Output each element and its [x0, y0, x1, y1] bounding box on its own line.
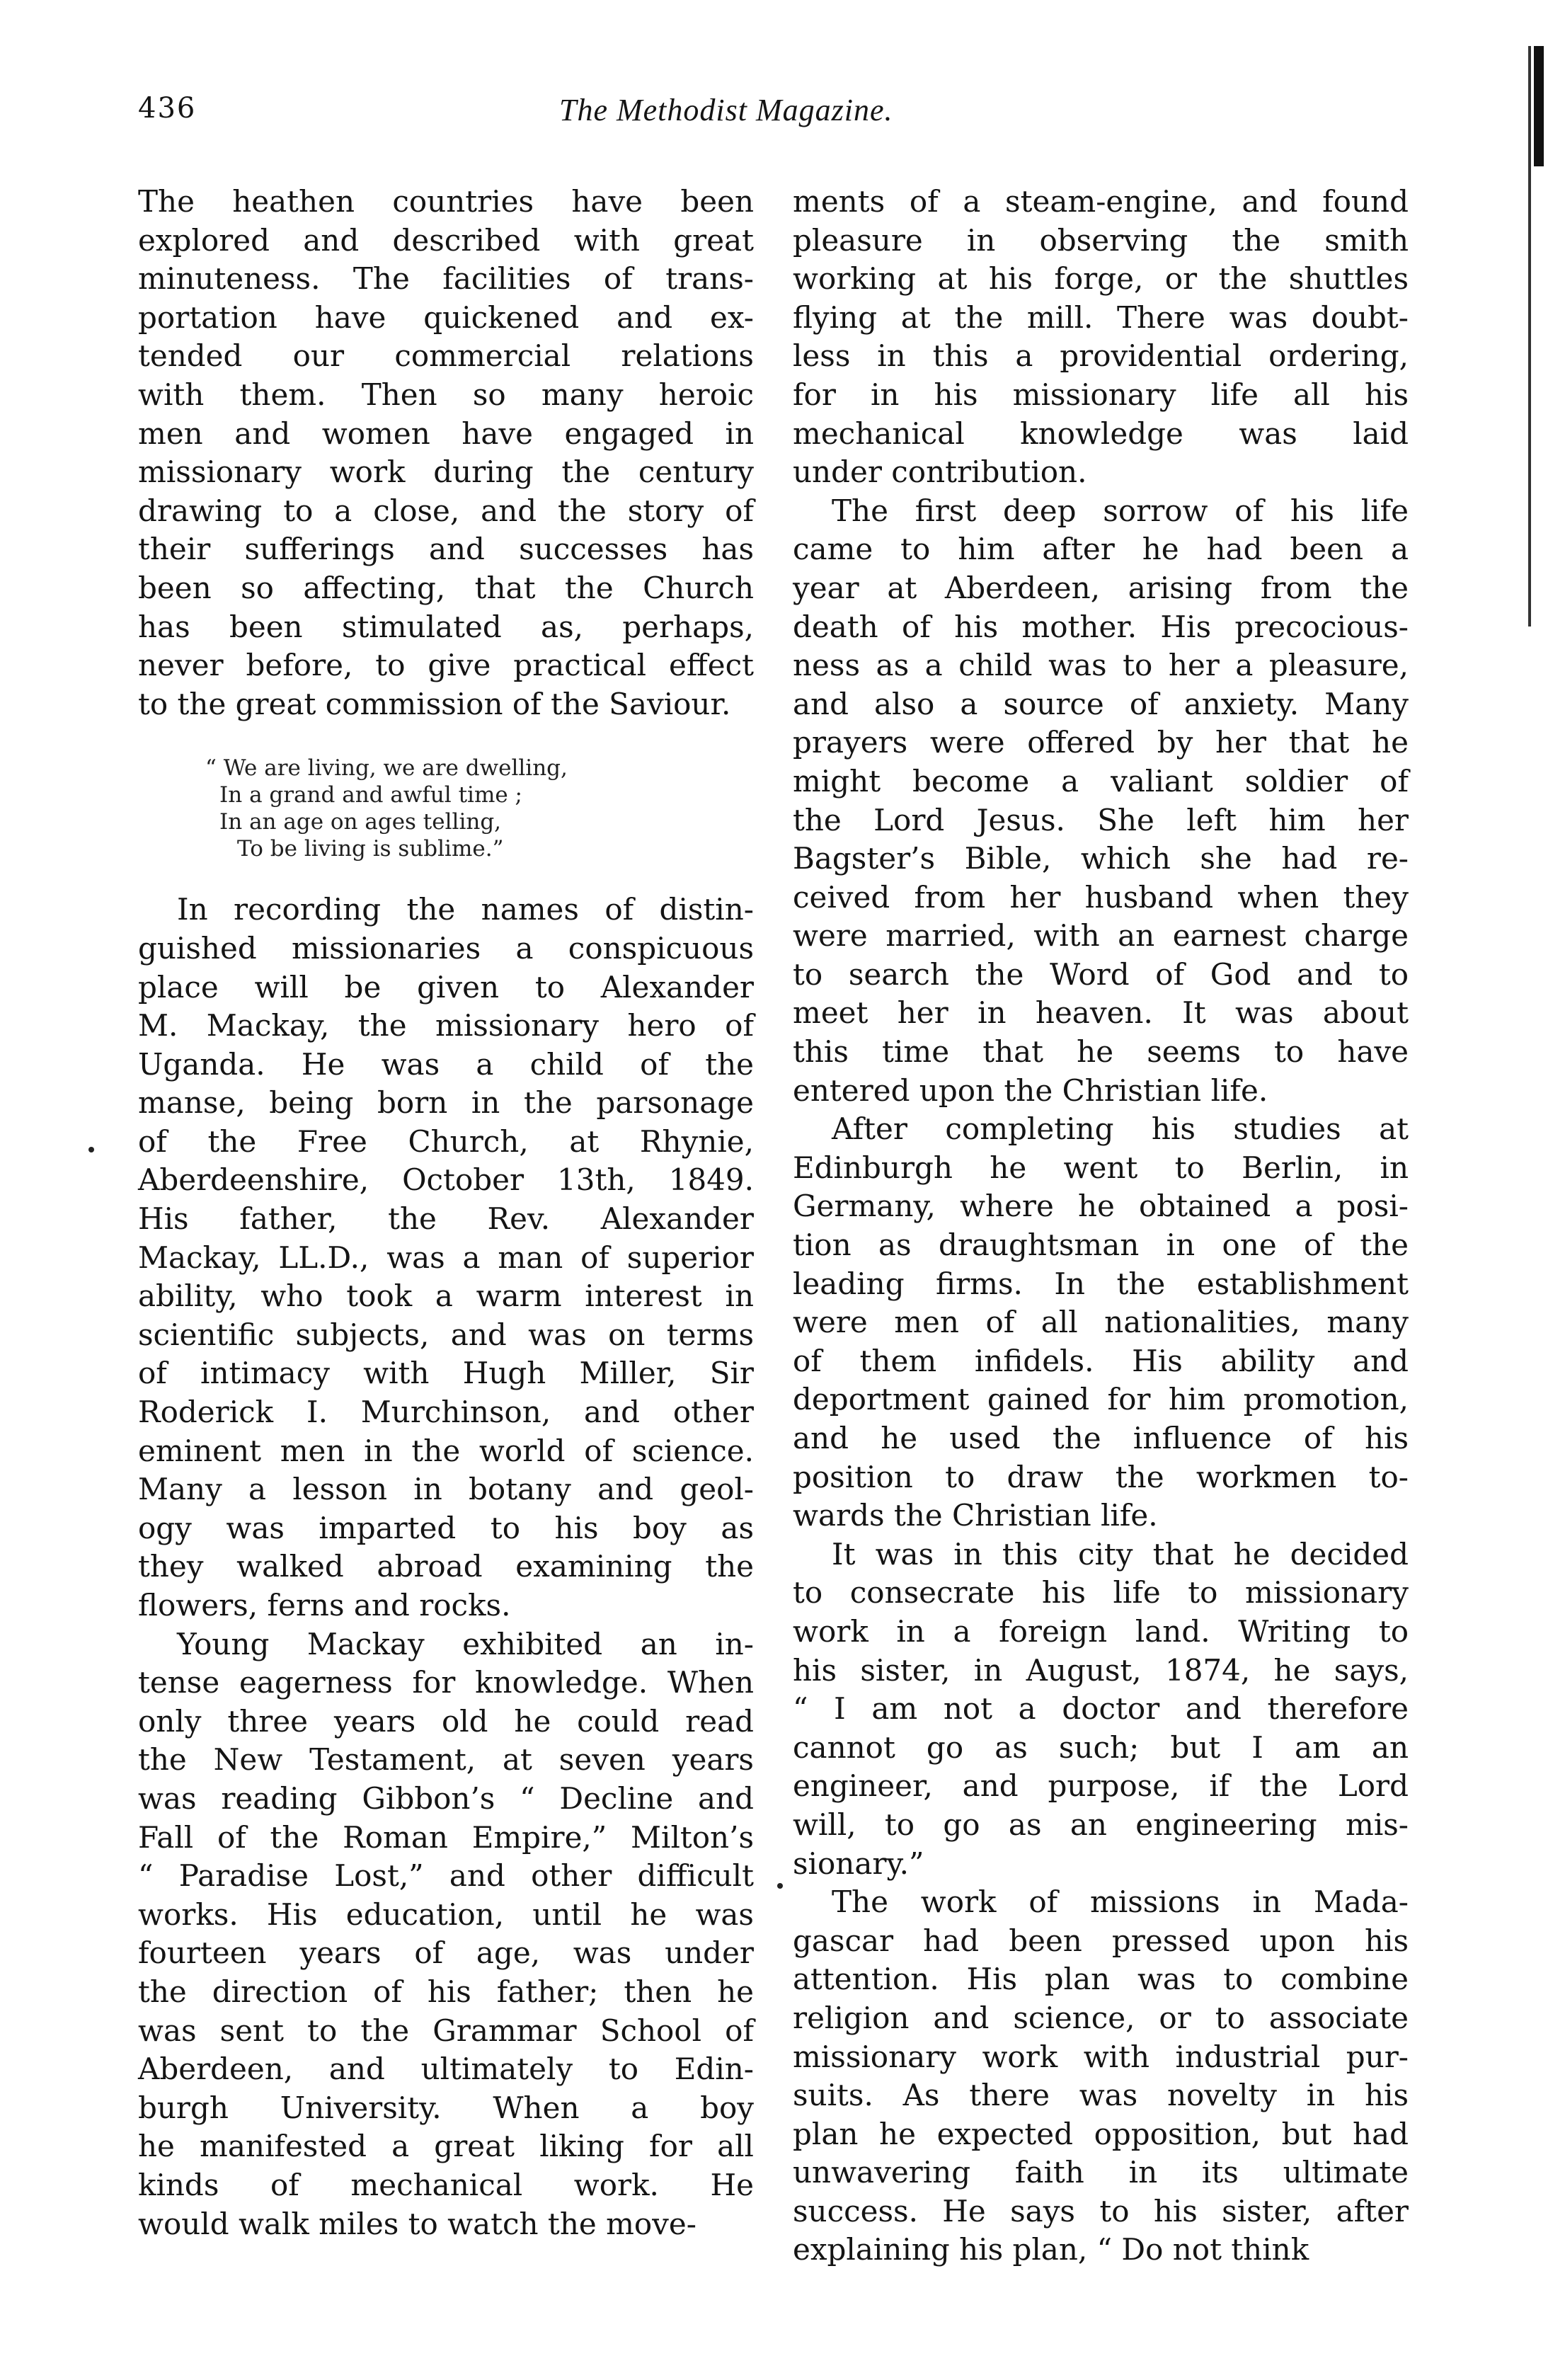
right-column [793, 183, 1409, 2270]
text-line: plan he expected opposition, but had [793, 2116, 1409, 2151]
text-line: under contribution. [793, 454, 1087, 490]
text-line: tion as draughtsman in one of the [793, 1228, 1409, 1263]
text-line: minuteness. The facilities of trans- [138, 261, 754, 297]
scan-edge-mark [1534, 46, 1544, 166]
text-line: less in this a providential ordering, [793, 338, 1409, 374]
text-line: has been stimulated as, perhaps, [138, 609, 754, 644]
text-line: tended our commercial relations [138, 338, 754, 374]
text-line: In recording the names of distin- [177, 892, 754, 927]
text-line: cannot go as such; but I am an [793, 1729, 1409, 1765]
text-line: Young Mackay exhibited an in- [177, 1626, 754, 1661]
text-line: Many a lesson in botany and geol- [138, 1472, 754, 1507]
text-line: never before, to give practical effect [138, 648, 754, 683]
poem-line: To be living is sublime.” [237, 836, 504, 862]
text-line: year at Aberdeen, arising from the [793, 570, 1409, 605]
text-line: fourteen years of age, was under [138, 1935, 754, 1971]
left-column [138, 183, 754, 2243]
text-line: drawing to a close, and the story of [138, 493, 754, 528]
text-line: Fall of the Roman Empire,” Milton’s [138, 1819, 754, 1855]
paragraph-berlin [793, 1110, 1409, 1535]
scan-edge-line [1528, 46, 1531, 627]
text-line: pleasure in observing the smith [793, 222, 1409, 258]
text-line: M. Mackay, the missionary hero of [138, 1008, 754, 1043]
text-line: success. He says to his sister, after [793, 2193, 1409, 2229]
text-line: flowers, ferns and rocks. [138, 1588, 511, 1623]
text-line: The heathen countries have been [138, 184, 754, 219]
text-line: explored and described with great [138, 222, 754, 258]
print-speck [777, 1883, 783, 1889]
text-line: might become a valiant soldier of [793, 763, 1409, 799]
text-line: place will be given to Alexander [138, 969, 754, 1005]
poem-line: “ We are living, we are dwelling, [205, 755, 568, 782]
text-line: ments of a steam-engine, and found [793, 184, 1409, 219]
text-line: “ I am not a doctor and therefore [793, 1691, 1409, 1727]
paragraph-heathen-countries [138, 183, 754, 723]
text-line: The first deep sorrow of his life [832, 493, 1409, 528]
text-line: Aberdeen, and ultimately to Edin- [138, 2052, 754, 2087]
text-line: work in a foreign land. Writing to [793, 1613, 1409, 1649]
text-line: eminent men in the world of science. [138, 1433, 754, 1468]
text-line: portation have quickened and ex- [138, 299, 754, 335]
text-line: Uganda. He was a child of the [138, 1046, 754, 1082]
text-line: been so affecting, that the Church [138, 570, 754, 605]
text-line: meet her in heaven. It was about [793, 995, 1409, 1031]
text-line: guished missionaries a conspicuous [138, 930, 754, 966]
text-line: will, to go as an engineering mis- [793, 1807, 1409, 1842]
text-line: unwavering faith in its ultimate [793, 2155, 1409, 2190]
text-line: ceived from her husband when they [793, 879, 1409, 915]
text-line: missionary work during the century [138, 454, 754, 490]
page-number: 436 [138, 92, 197, 125]
text-line: kinds of mechanical work. He [138, 2167, 754, 2202]
text-line: Roderick I. Murchinson, and other [138, 1395, 754, 1430]
text-line: flying at the mill. There was doubt- [793, 299, 1409, 335]
text-line: leading firms. In the establishment [793, 1266, 1409, 1301]
text-line: his sister, in August, 1874, he says, [793, 1652, 1409, 1688]
text-line: of intimacy with Hugh Miller, Sir [138, 1356, 754, 1391]
text-line: wards the Christian life. [793, 1498, 1158, 1533]
text-line: would walk miles to watch the move- [138, 2206, 696, 2241]
text-line: men and women have engaged in [138, 416, 754, 451]
text-line: with them. Then so many heroic [138, 377, 754, 412]
text-line: scientific subjects, and was on terms [138, 1317, 754, 1352]
text-line: Edinburgh he went to Berlin, in [793, 1150, 1409, 1185]
text-line: this time that he seems to have [793, 1034, 1409, 1070]
text-line: works. His education, until he was [138, 1896, 754, 1932]
text-line: explaining his plan, “ Do not think [793, 2232, 1309, 2267]
text-line: deportment gained for him promotion, [793, 1382, 1409, 1417]
paragraph-steam-engine [793, 183, 1409, 492]
text-line: manse, being born in the parsonage [138, 1085, 754, 1121]
text-line: to consecrate his life to missionary [793, 1575, 1409, 1610]
poem-quotation [138, 755, 754, 862]
text-line: were married, with an earnest charge [793, 918, 1409, 954]
text-line: burgh University. When a boy [138, 2090, 754, 2125]
paragraph-young-mackay [138, 1625, 754, 2244]
text-line: suits. As there was novelty in his [793, 2078, 1409, 2113]
text-line: sionary.” [793, 1846, 924, 1881]
paragraph-madagascar [793, 1883, 1409, 2270]
text-line: death of his mother. His precocious- [793, 609, 1409, 644]
paragraph-recording-names [138, 891, 754, 1625]
text-line: the Lord Jesus. She left him her [793, 802, 1409, 837]
text-line: tense eagerness for knowledge. When [138, 1665, 754, 1700]
running-title: The Methodist Magazine. [559, 93, 893, 127]
text-line: attention. His plan was to combine [793, 1962, 1409, 1997]
text-line: It was in this city that he decided [832, 1536, 1409, 1572]
text-line: their sufferings and successes has [138, 532, 754, 567]
text-line: After completing his studies at [832, 1111, 1409, 1147]
text-line: The work of missions in Mada- [832, 1884, 1409, 1920]
text-line: Mackay, LL.D., was a man of superior [138, 1240, 754, 1275]
text-line: gascar had been pressed upon his [793, 1923, 1409, 1958]
text-line: working at his forge, or the shuttles [793, 261, 1409, 297]
print-speck [88, 1147, 94, 1152]
text-line: ness as a child was to her a pleasure, [793, 648, 1409, 683]
text-line: were men of all nationalities, many [793, 1305, 1409, 1340]
text-line: missionary work with industrial pur- [793, 2039, 1409, 2074]
text-line: ogy was imparted to his boy as [138, 1510, 754, 1545]
text-line: engineer, and purpose, if the Lord [793, 1768, 1409, 1804]
text-line: position to draw the workmen to- [793, 1459, 1409, 1494]
text-line: was reading Gibbon’s “ Decline and [138, 1780, 754, 1816]
text-line: for in his missionary life all his [793, 377, 1409, 412]
text-line: the direction of his father; then he [138, 1974, 754, 2009]
text-line: the New Testament, at seven years [138, 1742, 754, 1778]
paragraph-consecrate [793, 1535, 1409, 1883]
text-line: to the great commission of the Saviour. [138, 686, 731, 721]
text-line: entered upon the Christian life. [793, 1072, 1268, 1108]
poem-line: In an age on ages telling, [219, 809, 502, 835]
text-line: ability, who took a warm interest in [138, 1278, 754, 1314]
text-line: religion and science, or to associate [793, 2000, 1409, 2035]
text-line: only three years old he could read [138, 1703, 754, 1739]
text-line: Aberdeenshire, October 13th, 1849. [138, 1162, 754, 1198]
text-line: mechanical knowledge was laid [793, 416, 1409, 451]
text-line: of the Free Church, at Rhynie, [138, 1123, 754, 1159]
text-line: Germany, where he obtained a posi- [793, 1189, 1409, 1224]
text-line: was sent to the Grammar School of [138, 2013, 754, 2048]
text-line: came to him after he had been a [793, 532, 1409, 567]
text-line: His father, the Rev. Alexander [138, 1201, 754, 1237]
text-line: prayers were offered by her that he [793, 725, 1409, 760]
text-line: of them infidels. His ability and [793, 1343, 1409, 1378]
text-line: to search the Word of God and to [793, 956, 1409, 992]
text-line: and also a source of anxiety. Many [793, 686, 1409, 721]
text-line: he manifested a great liking for all [138, 2129, 754, 2164]
poem-line: In a grand and awful time ; [219, 782, 522, 808]
text-line: they walked abroad examining the [138, 1549, 754, 1584]
text-line: “ Paradise Lost,” and other difficult [138, 1858, 754, 1894]
paragraph-first-sorrow [793, 492, 1409, 1111]
page-header [138, 92, 1426, 135]
text-line: Bagster’s Bible, which she had re- [793, 841, 1409, 876]
text-line: and he used the influence of his [793, 1421, 1409, 1455]
